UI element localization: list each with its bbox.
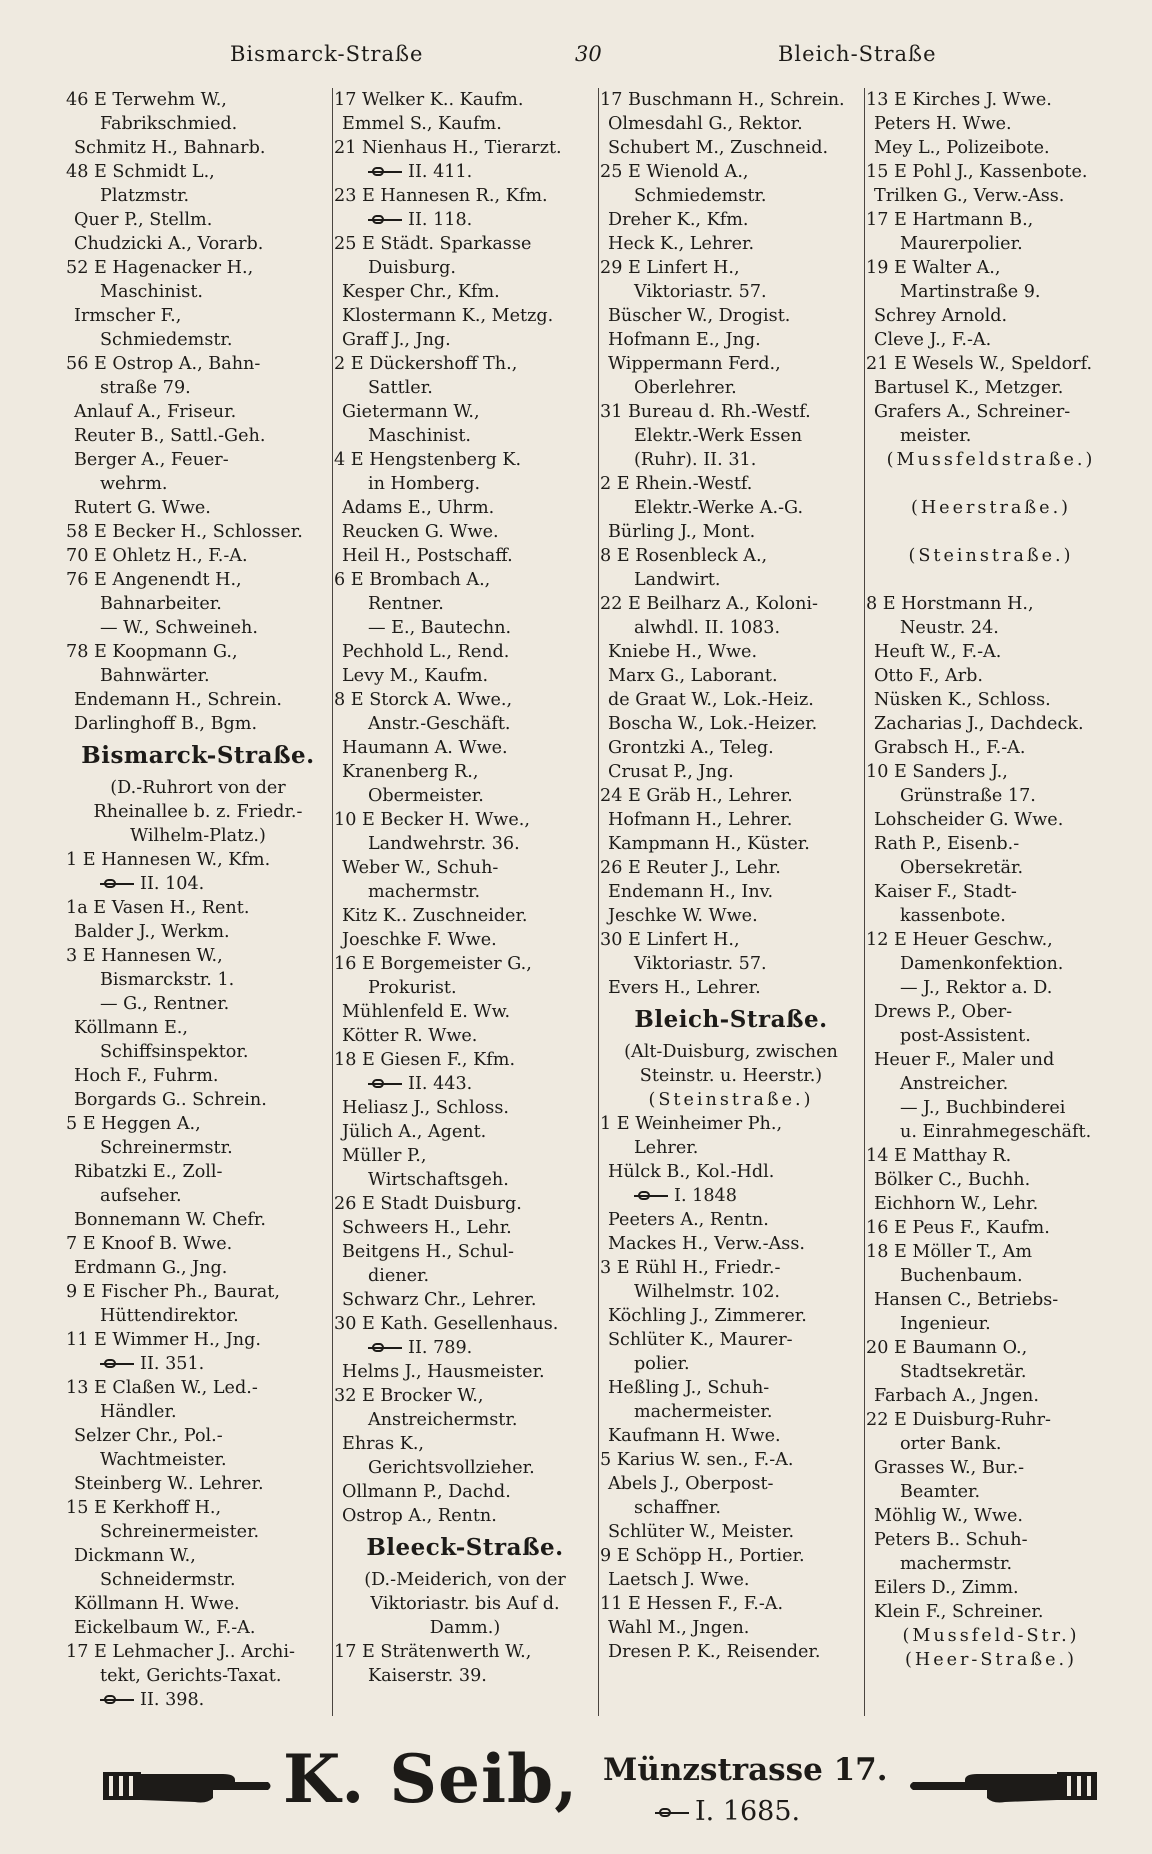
directory-entry: 25 E Wienold A.,	[600, 162, 749, 182]
phone-number: II. 398.	[140, 1690, 205, 1710]
telephone-symbol-icon	[368, 167, 402, 177]
directory-entry: Maschinist.	[368, 426, 471, 446]
directory-entry: 32 E Brocker W.,	[334, 1386, 484, 1406]
directory-entry: 3 E Hannesen W.,	[66, 946, 223, 966]
directory-entry: Mackes H., Verw.-Ass.	[608, 1234, 805, 1254]
directory-entry: wehrm.	[100, 474, 168, 494]
directory-entry: 8 E Horstmann H.,	[866, 594, 1034, 614]
directory-entry: Eilers D., Zimm.	[874, 1578, 1019, 1598]
directory-entry: Heil H., Postschaff.	[342, 546, 513, 566]
directory-entry	[334, 1072, 596, 1096]
directory-entry: Heßling J., Schuh-	[608, 1378, 770, 1398]
directory-entry: schaffner.	[634, 1498, 722, 1518]
directory-entry	[66, 1688, 330, 1712]
advertisement	[95, 1740, 1115, 1836]
directory-entry: 12 E Heuer Geschw.,	[866, 930, 1053, 950]
directory-entry: Heuer F., Maler und	[874, 1050, 1055, 1070]
directory-entry: Hofmann H., Lehrer.	[608, 810, 793, 830]
directory-entry: Wahl M., Jngen.	[608, 1618, 750, 1638]
directory-entry: 2 E Dückershoff Th.,	[334, 354, 518, 374]
directory-entry: (D.-Meiderich, von der	[364, 1570, 566, 1590]
directory-entry: Ribatzki E., Zoll-	[74, 1162, 223, 1182]
directory-entry: Schmitz H., Bahnarb.	[74, 138, 266, 158]
directory-entry: 10 E Becker H. Wwe.,	[334, 810, 530, 830]
directory-entry: 31 Bureau d. Rh.-Westf.	[600, 402, 811, 422]
directory-entry: 5 Karius W. sen., F.-A.	[600, 1450, 794, 1470]
directory-entry: 21 E Wesels W., Speldorf.	[866, 354, 1093, 374]
directory-entry: Wachtmeister.	[100, 1450, 227, 1470]
directory-entry: Duisburg.	[368, 258, 456, 278]
directory-entry: Ollmann P., Dachd.	[342, 1482, 511, 1502]
directory-entry: Lehrer.	[634, 1138, 699, 1158]
phone-number: II. 789.	[408, 1338, 473, 1358]
directory-entry: Obermeister.	[368, 786, 484, 806]
directory-entry: Beamter.	[900, 1482, 981, 1502]
directory-entry: Mey L., Polizeibote.	[874, 138, 1050, 158]
directory-entry: Kötter R. Wwe.	[342, 1026, 478, 1046]
directory-entry: Balder J., Werkm.	[74, 922, 230, 942]
directory-entry: Haumann A. Wwe.	[342, 738, 508, 758]
directory-entry: straße 79.	[100, 378, 191, 398]
directory-entry: Damenkonfektion.	[900, 954, 1064, 974]
directory-entry: Maurerpolier.	[900, 234, 1023, 254]
directory-entry: meister.	[900, 426, 972, 446]
telephone-symbol-icon	[368, 1343, 402, 1353]
directory-entry: post-Assistent.	[900, 1026, 1031, 1046]
column-2	[334, 88, 596, 1718]
directory-entry: Händler.	[100, 1402, 177, 1422]
directory-entry: — E., Bautechn.	[368, 618, 512, 638]
directory-entry: 5 E Heggen A.,	[66, 1114, 201, 1134]
directory-entry: — G., Rentner.	[100, 994, 230, 1014]
directory-entry: Grabsch H., F.-A.	[874, 738, 1026, 758]
directory-entry: 25 E Städt. Sparkasse	[334, 234, 532, 254]
directory-entry: 2 E Rhein.-Westf.	[600, 474, 753, 494]
directory-entry: Emmel S., Kaufm.	[342, 114, 502, 134]
directory-entry: Ehras K.,	[342, 1434, 425, 1454]
directory-entry: (Mussfeldstraße.)	[886, 450, 1096, 470]
directory-entry: Sattler.	[368, 378, 433, 398]
phone-number: II. 411.	[408, 162, 473, 182]
directory-entry: 24 E Gräb H., Lehrer.	[600, 786, 793, 806]
directory-entry: machermstr.	[368, 882, 481, 902]
directory-entry: Schmiedemstr.	[634, 186, 767, 206]
street-heading: Bleich-Straße.	[634, 1006, 828, 1033]
directory-entry: Schrey Arnold.	[874, 306, 1008, 326]
directory-entry: Grünstraße 17.	[900, 786, 1036, 806]
directory-entry: Viktoriastr. 57.	[634, 282, 767, 302]
directory-entry	[334, 208, 596, 232]
directory-entry: Kaiserstr. 39.	[368, 1666, 487, 1686]
directory-entry: 23 E Hannesen R., Kfm.	[334, 186, 548, 206]
directory-entry: 30 E Linfert H.,	[600, 930, 740, 950]
directory-entry: Köllmann E.,	[74, 1018, 188, 1038]
directory-entry: 48 E Schmidt L.,	[66, 162, 215, 182]
directory-entry: 22 E Duisburg-Ruhr-	[866, 1410, 1051, 1430]
directory-entry	[334, 1336, 596, 1360]
directory-entry: 8 E Rosenbleck A.,	[600, 546, 768, 566]
directory-entry: 19 E Walter A.,	[866, 258, 1001, 278]
column-1	[66, 88, 330, 1718]
directory-entry: Büscher W., Drogist.	[608, 306, 791, 326]
directory-entry: Helms J., Hausmeister.	[342, 1362, 545, 1382]
directory-entry: (Heer-Straße.)	[904, 1650, 1078, 1670]
page-header	[60, 38, 1100, 72]
directory-entry: 9 E Schöpp H., Portier.	[600, 1546, 805, 1566]
directory-entry: Heuft W., F.-A.	[874, 642, 1002, 662]
directory-entry: Mühlenfeld E. Ww.	[342, 1002, 511, 1022]
directory-entry: diener.	[368, 1266, 430, 1286]
directory-entry: Grasses W., Bur.-	[874, 1458, 1025, 1478]
directory-entry: Rentner.	[368, 594, 444, 614]
phone-number: I. 1848	[674, 1186, 737, 1206]
directory-entry: Bartusel K., Metzger.	[874, 378, 1064, 398]
directory-entry: Viktoriastr. bis Auf d.	[370, 1594, 560, 1614]
directory-entry: Wirtschaftsgeh.	[368, 1170, 509, 1190]
directory-entry: Stadtsekretär.	[900, 1362, 1027, 1382]
directory-entry: 10 E Sanders J.,	[866, 762, 1008, 782]
directory-entry: Cleve J., F.-A.	[874, 330, 992, 350]
directory-entry: Kniebe H., Wwe.	[608, 642, 758, 662]
directory-entry	[66, 872, 330, 896]
directory-entry: Borgards G.. Schrein.	[74, 1090, 267, 1110]
directory-entry	[334, 160, 596, 184]
directory-entry: 14 E Matthay R.	[866, 1146, 1012, 1166]
directory-entry: Hoch F., Fuhrm.	[74, 1066, 219, 1086]
advertiser-name: K. Seib,	[283, 1740, 579, 1818]
directory-entry: Selzer Chr., Pol.-	[74, 1426, 223, 1446]
directory-entry: Schiffsinspektor.	[100, 1042, 249, 1062]
directory-entry	[866, 520, 1116, 544]
directory-entry: u. Einrahmegeschäft.	[900, 1122, 1092, 1142]
directory-entry: Bürling J., Mont.	[608, 522, 756, 542]
directory-entry: Schweers H., Lehr.	[342, 1218, 512, 1238]
directory-entry: Abels J., Oberpost-	[608, 1474, 774, 1494]
directory-entry: Fabrikschmied.	[100, 114, 238, 134]
directory-entry: Laetsch J. Wwe.	[608, 1570, 750, 1590]
directory-entry: Grafers A., Schreiner-	[874, 402, 1071, 422]
directory-entry: Berger A., Feuer-	[74, 450, 229, 470]
directory-entry: Bahnwärter.	[100, 666, 210, 686]
directory-entry: Bölker C., Buchh.	[874, 1170, 1031, 1190]
directory-entry: Kitz K.. Zuschneider.	[342, 906, 528, 926]
directory-entry: Anstreicher.	[900, 1074, 1009, 1094]
telephone-symbol-icon	[100, 1695, 134, 1705]
street-heading: Bismarck-Straße.	[81, 742, 315, 769]
directory-entry: Steinberg W.. Lehrer.	[74, 1474, 264, 1494]
directory-entry: Hülck B., Kol.-Hdl.	[608, 1162, 775, 1182]
column-3	[600, 88, 862, 1718]
directory-entry: — W., Schweineh.	[100, 618, 258, 638]
telephone-symbol-icon	[100, 879, 134, 889]
directory-entry: 46 E Terwehm W.,	[66, 90, 227, 110]
directory-entry: Marx G., Laborant.	[608, 666, 778, 686]
telephone-symbol-icon	[634, 1191, 668, 1201]
directory-entry: Obersekretär.	[900, 858, 1024, 878]
directory-entry: 30 E Kath. Gesellenhaus.	[334, 1314, 559, 1334]
directory-entry: Farbach A., Jngen.	[874, 1386, 1039, 1406]
directory-entry: Maschinist.	[100, 282, 203, 302]
directory-entry: Schneidermstr.	[100, 1570, 236, 1590]
directory-entry: tekt, Gerichts-Taxat.	[100, 1666, 282, 1686]
directory-entry: — J., Buchbinderei	[900, 1098, 1066, 1118]
directory-entry: Ingenieur.	[900, 1314, 991, 1334]
directory-entry: 1 E Weinheimer Ph.,	[600, 1114, 783, 1134]
directory-entry: Beitgens H., Schul-	[342, 1242, 514, 1262]
directory-entry: Peters B.. Schuh-	[874, 1530, 1028, 1550]
pointing-hand-left-icon	[907, 1764, 1097, 1808]
directory-entry: 9 E Fischer Ph., Baurat,	[66, 1282, 280, 1302]
directory-entry: Quer P., Stellm.	[74, 210, 213, 230]
directory-entry: Eickelbaum W., F.-A.	[74, 1618, 256, 1638]
directory-entry: Anlauf A., Friseur.	[74, 402, 237, 422]
directory-entry: Bonnemann W. Chefr.	[74, 1210, 267, 1230]
phone-number: II. 104.	[140, 874, 205, 894]
directory-entry: Hansen C., Betriebs-	[874, 1290, 1059, 1310]
directory-entry: Anstreichermstr.	[368, 1410, 518, 1430]
directory-entry: (Heerstraße.)	[910, 498, 1072, 518]
directory-entry: (Ruhr). II. 31.	[634, 450, 757, 470]
directory-entry: 78 E Koopmann G.,	[66, 642, 238, 662]
directory-entry: Boscha W., Lok.-Heizer.	[608, 714, 818, 734]
directory-entry: (Steinstraße.)	[648, 1090, 814, 1110]
directory-entry: Gerichtsvollzieher.	[368, 1458, 535, 1478]
directory-entry: Adams E., Uhrm.	[342, 498, 495, 518]
directory-entry: orter Bank.	[900, 1434, 1002, 1454]
directory-entry: Schwarz Chr., Lehrer.	[342, 1290, 537, 1310]
directory-entry: Peeters A., Rentn.	[608, 1210, 769, 1230]
directory-entry: 70 E Ohletz H., F.-A.	[66, 546, 248, 566]
directory-entry: Schlüter W., Meister.	[608, 1522, 795, 1542]
directory-entry: Rheinallee b. z. Friedr.-	[93, 802, 303, 822]
directory-entry: Steinstr. u. Heerstr.)	[639, 1066, 823, 1086]
directory-entry: Nüsken K., Schloss.	[874, 690, 1051, 710]
directory-entry: Buchenbaum.	[900, 1266, 1023, 1286]
directory-entry: de Graat W., Lok.-Heiz.	[608, 690, 814, 710]
directory-entry: Martinstraße 9.	[900, 282, 1041, 302]
directory-entry: Landwirt.	[634, 570, 721, 590]
directory-entry: kassenbote.	[900, 906, 1006, 926]
directory-entry: 1 E Hannesen W., Kfm.	[66, 850, 271, 870]
directory-entry: Wilhelm-Platz.)	[130, 826, 266, 846]
directory-entry: 52 E Hagenacker H.,	[66, 258, 254, 278]
directory-entry: Bahnarbeiter.	[100, 594, 222, 614]
directory-entry	[66, 1352, 330, 1376]
directory-entry: 3 E Rühl H., Friedr.-	[600, 1258, 781, 1278]
directory-entry: Joeschke F. Wwe.	[342, 930, 497, 950]
street-heading: Bleeck-Straße.	[366, 1534, 564, 1561]
directory-entry: Klein F., Schreiner.	[874, 1602, 1044, 1622]
directory-entry: Kaufmann H. Wwe.	[608, 1426, 781, 1446]
directory-entry: Drews P., Ober-	[874, 1002, 1013, 1022]
directory-entry: 11 E Wimmer H., Jng.	[66, 1330, 261, 1350]
directory-entry: Levy M., Kaufm.	[342, 666, 489, 686]
directory-entry: 15 E Kerkhoff H.,	[66, 1498, 222, 1518]
directory-entry: Erdmann G., Jng.	[74, 1258, 228, 1278]
directory-entry: 26 E Stadt Duisburg.	[334, 1194, 522, 1214]
directory-entry	[866, 472, 1116, 496]
directory-entry: Jeschke W. Wwe.	[608, 906, 758, 926]
directory-entry: Bismarckstr. 1.	[100, 970, 235, 990]
directory-entry: Heck K., Lehrer.	[608, 234, 755, 254]
directory-entry	[866, 568, 1116, 592]
directory-entry: Hofmann E., Jng.	[608, 330, 761, 350]
directory-entry: — J., Rektor a. D.	[900, 978, 1053, 998]
advertiser-phone	[655, 1796, 800, 1827]
directory-entry: Crusat P., Jng.	[608, 762, 734, 782]
telephone-symbol-icon	[100, 1359, 134, 1369]
phone-number: II. 118.	[408, 210, 473, 230]
header-left-street: Bismarck-Straße	[230, 42, 424, 66]
directory-entry: Rath P., Eisenb.-	[874, 834, 1020, 854]
column-4	[866, 88, 1116, 1718]
directory-entry: Ostrop A., Rentn.	[342, 1506, 497, 1526]
directory-entry: Grontzki A., Teleg.	[608, 738, 774, 758]
directory-entry: Pechhold L., Rend.	[342, 642, 510, 662]
directory-entry: Lohscheider G. Wwe.	[874, 810, 1064, 830]
directory-entry: polier.	[634, 1354, 690, 1374]
directory-entry: Weber W., Schuh-	[342, 858, 499, 878]
directory-entry: 29 E Linfert H.,	[600, 258, 740, 278]
phone-number: II. 351.	[140, 1354, 205, 1374]
directory-entry: Darlinghoff B., Bgm.	[74, 714, 258, 734]
advertiser-phone-number: I. 1685.	[695, 1796, 801, 1827]
directory-entry: Olmesdahl G., Rektor.	[608, 114, 803, 134]
directory-entry: Klostermann K., Metzg.	[342, 306, 554, 326]
directory-entry: 58 E Becker H., Schlosser.	[66, 522, 303, 542]
directory-entry: alwhdl. II. 1083.	[634, 618, 781, 638]
directory-entry: 13 E Kirches J. Wwe.	[866, 90, 1052, 110]
page-number: 30	[575, 42, 602, 66]
directory-entry: Köchling J., Zimmerer.	[608, 1306, 807, 1326]
directory-entry: 7 E Knoof B. Wwe.	[66, 1234, 233, 1254]
directory-entry: Viktoriastr. 57.	[634, 954, 767, 974]
advertiser-address: Münzstrasse 17.	[603, 1752, 888, 1788]
directory-entry: Schreinermeister.	[100, 1522, 260, 1542]
directory-entry: Kranenberg R.,	[342, 762, 479, 782]
directory-entry: (Alt-Duisburg, zwischen	[624, 1042, 838, 1062]
directory-entry: 17 E Hartmann B.,	[866, 210, 1034, 230]
directory-entry: 21 Nienhaus H., Tierarzt.	[334, 138, 562, 158]
telephone-symbol-icon	[368, 1079, 402, 1089]
directory-entry: Schubert M., Zuschneid.	[608, 138, 829, 158]
directory-entry: 6 E Brombach A.,	[334, 570, 491, 590]
directory-entry: Schlüter K., Maurer-	[608, 1330, 793, 1350]
directory-entry: Gietermann W.,	[342, 402, 480, 422]
directory-entry: Möhlig W., Wwe.	[874, 1506, 1023, 1526]
directory-entry: 18 E Möller T., Am	[866, 1242, 1033, 1262]
directory-entry: Trilken G., Verw.-Ass.	[874, 186, 1065, 206]
directory-entry: Köllmann H. Wwe.	[74, 1594, 240, 1614]
directory-entry: Chudzicki A., Vorarb.	[74, 234, 264, 254]
directory-entry: Schreinermstr.	[100, 1138, 233, 1158]
directory-entry: Peters H. Wwe.	[874, 114, 1012, 134]
directory-entry: 4 E Hengstenberg K.	[334, 450, 522, 470]
directory-entry: 17 E Strätenwerth W.,	[334, 1642, 532, 1662]
pointing-hand-right-icon	[103, 1764, 273, 1808]
directory-entry: Damm.)	[429, 1618, 501, 1638]
directory-entry: 8 E Storck A. Wwe.,	[334, 690, 513, 710]
directory-entry: 26 E Reuter J., Lehr.	[600, 858, 781, 878]
directory-entry: in Homberg.	[368, 474, 481, 494]
directory-entry: 15 E Pohl J., Kassenbote.	[866, 162, 1088, 182]
phone-number: II. 443.	[408, 1074, 473, 1094]
directory-entry: Evers H., Lehrer.	[608, 978, 761, 998]
directory-entry: 17 Buschmann H., Schrein.	[600, 90, 845, 110]
directory-entry: (D.-Ruhrort von der	[110, 778, 286, 798]
directory-entry: Neustr. 24.	[900, 618, 999, 638]
directory-entry: Endemann H., Inv.	[608, 882, 774, 902]
directory-entry: Otto F., Arb.	[874, 666, 983, 686]
directory-entry: Irmscher F.,	[74, 306, 182, 326]
directory-entry: 56 E Ostrop A., Bahn-	[66, 354, 261, 374]
directory-entry: Oberlehrer.	[634, 378, 737, 398]
directory-entry: 17 E Lehmacher J.. Archi-	[66, 1642, 295, 1662]
directory-entry: Heliasz J., Schloss.	[342, 1098, 509, 1118]
directory-entry: Endemann H., Schrein.	[74, 690, 283, 710]
directory-entry: Kaiser F., Stadt-	[874, 882, 1017, 902]
directory-entry: Schmiedemstr.	[100, 330, 233, 350]
directory-entry: 13 E Claßen W., Led.-	[66, 1378, 258, 1398]
directory-entry: Reuter B., Sattl.-Geh.	[74, 426, 266, 446]
directory-entry: Zacharias J., Dachdeck.	[874, 714, 1084, 734]
directory-entry: Wilhelmstr. 102.	[634, 1282, 781, 1302]
directory-entry: 76 E Angenendt H.,	[66, 570, 242, 590]
directory-entry: Dresen P. K., Reisender.	[608, 1642, 821, 1662]
directory-entry: Reucken G. Wwe.	[342, 522, 499, 542]
directory-entry: Kampmann H., Küster.	[608, 834, 810, 854]
directory-entry: Graff J., Jng.	[342, 330, 451, 350]
directory-entry: (Steinstraße.)	[908, 546, 1074, 566]
directory-entry: (Mussfeld-Str.)	[902, 1626, 1080, 1646]
directory-entry: 16 E Borgemeister G.,	[334, 954, 532, 974]
directory-entry: 17 Welker K.. Kaufm.	[334, 90, 524, 110]
directory-entry: 18 E Giesen F., Kfm.	[334, 1050, 516, 1070]
directory-entry: Kesper Chr., Kfm.	[342, 282, 500, 302]
directory-entry: Wippermann Ferd.,	[608, 354, 781, 374]
directory-entry: Müller P.,	[342, 1146, 427, 1166]
directory-entry: Rutert G. Wwe.	[74, 498, 211, 518]
directory-entry: 16 E Peus F., Kaufm.	[866, 1218, 1050, 1238]
directory-entry	[600, 1184, 862, 1208]
directory-entry: machermstr.	[900, 1554, 1013, 1574]
telephone-symbol-icon	[368, 215, 402, 225]
header-right-street: Bleich-Straße	[778, 42, 937, 66]
directory-entry: Dickmann W.,	[74, 1546, 196, 1566]
directory-entry: Hüttendirektor.	[100, 1306, 239, 1326]
directory-entry: 20 E Baumann O.,	[866, 1338, 1028, 1358]
directory-entry: 1a E Vasen H., Rent.	[66, 898, 250, 918]
directory-entry: Prokurist.	[368, 978, 457, 998]
directory-entry: 22 E Beilharz A., Koloni-	[600, 594, 818, 614]
directory-entry: Platzmstr.	[100, 186, 190, 206]
directory-entry: 11 E Hessen F., F.-A.	[600, 1594, 784, 1614]
directory-entry: Dreher K., Kfm.	[608, 210, 749, 230]
directory-entry: machermeister.	[634, 1402, 773, 1422]
telephone-symbol-icon	[655, 1808, 689, 1818]
directory-columns	[66, 88, 1116, 1718]
directory-entry: Elektr.-Werk Essen	[634, 426, 803, 446]
directory-entry: Elektr.-Werke A.-G.	[634, 498, 804, 518]
directory-entry: Jülich A., Agent.	[342, 1122, 487, 1142]
directory-entry: aufseher.	[100, 1186, 182, 1206]
directory-entry: Anstr.-Geschäft.	[368, 714, 511, 734]
directory-entry: Eichhorn W., Lehr.	[874, 1194, 1039, 1214]
directory-entry: Landwehrstr. 36.	[368, 834, 520, 854]
